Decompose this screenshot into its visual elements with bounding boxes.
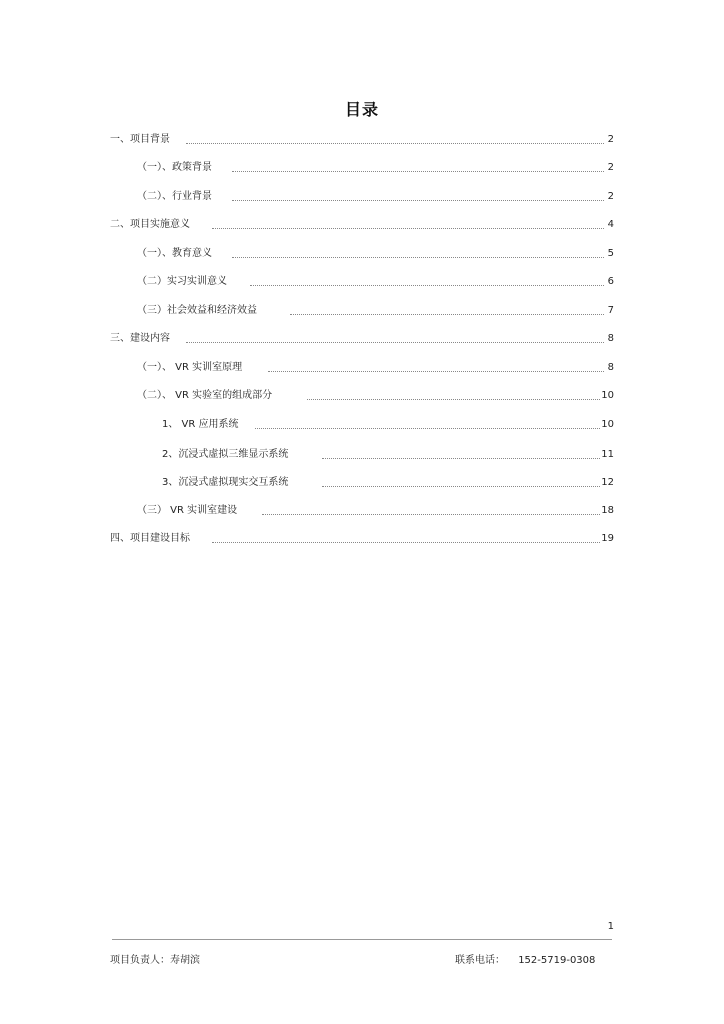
toc-entry-page: 11: [601, 449, 614, 460]
toc-entry[interactable]: [0, 501, 724, 521]
toc-dot-leader: [322, 486, 600, 487]
contact-phone: 152-5719-0308: [518, 955, 596, 966]
toc-dot-leader: [250, 285, 604, 286]
toc-entry-label: （一）、 VR 实训室原理: [137, 362, 243, 373]
toc-dot-leader: [212, 228, 604, 229]
project-lead: 项目负责人：寿胡滨: [110, 955, 200, 966]
toc-entry[interactable]: [0, 301, 724, 321]
toc-entry-page: 19: [601, 533, 614, 544]
toc-dot-leader: [255, 428, 600, 429]
toc-entry-page: 8: [607, 362, 614, 373]
toc-entry[interactable]: [0, 529, 724, 549]
toc-entry[interactable]: [0, 272, 724, 292]
toc-entry-page: 12: [601, 477, 614, 488]
toc-entry[interactable]: [0, 215, 724, 235]
toc-entry-page: 18: [601, 505, 614, 516]
page-title: 目录: [344, 100, 379, 119]
toc-dot-leader: [186, 342, 604, 343]
toc-dot-leader: [232, 257, 604, 258]
toc-entry-page: 2: [607, 191, 614, 202]
toc-entry[interactable]: [0, 386, 724, 406]
contact-info: [455, 951, 595, 966]
toc-entry-page: 5: [607, 248, 614, 259]
toc-entry-label: （一）、政策背景: [137, 162, 212, 173]
toc-dot-leader: [290, 314, 604, 315]
toc-dot-leader: [232, 171, 604, 172]
toc-entry-label: 二、项目实施意义: [110, 219, 190, 230]
toc-dot-leader: [212, 542, 600, 543]
toc-entry-label: 2、沉浸式虚拟三维显示系统: [162, 449, 289, 460]
toc-entry-label: 1、 VR 应用系统: [162, 419, 239, 430]
toc-entry[interactable]: [0, 244, 724, 264]
toc-entry-label: 四、项目建设目标: [110, 533, 190, 544]
toc-dot-leader: [262, 514, 600, 515]
toc-entry-label: （三） VR 实训室建设: [137, 505, 238, 516]
toc-entry-label: （二）实习实训意义: [137, 276, 227, 287]
toc-entry[interactable]: [0, 158, 724, 178]
footer-divider: [112, 939, 612, 940]
toc-entry-page: 4: [607, 219, 614, 230]
toc-entry-page: 2: [607, 134, 614, 145]
toc-dot-leader: [232, 200, 604, 201]
toc-entry-label: （一）、教育意义: [137, 248, 212, 259]
toc-entry[interactable]: [0, 358, 724, 378]
toc-entry-page: 7: [607, 305, 614, 316]
toc-entry-label: （三）社会效益和经济效益: [137, 305, 257, 316]
toc-entry-label: 3、沉浸式虚拟现实交互系统: [162, 477, 289, 488]
toc-entry-page: 2: [607, 162, 614, 173]
toc-dot-leader: [307, 399, 600, 400]
contact-label: 联系电话：: [455, 955, 505, 966]
page-number: 1: [607, 921, 614, 932]
toc-entry-label: （二）、 VR 实验室的组成部分: [137, 390, 273, 401]
toc-entry[interactable]: [0, 329, 724, 349]
toc-dot-leader: [268, 371, 604, 372]
toc-entry-page: 8: [607, 333, 614, 344]
toc-entry[interactable]: [0, 187, 724, 207]
toc-entry-label: 三、建设内容: [110, 333, 170, 344]
toc-dot-leader: [186, 143, 604, 144]
toc-entry[interactable]: [0, 130, 724, 150]
toc-entry-page: 6: [607, 276, 614, 287]
toc-entry-label: （二）、行业背景: [137, 191, 212, 202]
toc-entry-page: 10: [601, 390, 614, 401]
toc-entry[interactable]: [0, 445, 724, 465]
toc-entry-label: 一、项目背景: [110, 134, 170, 145]
toc-entry-page: 10: [601, 419, 614, 430]
toc-entry[interactable]: [0, 415, 724, 435]
toc-dot-leader: [322, 458, 600, 459]
toc-entry[interactable]: [0, 473, 724, 493]
